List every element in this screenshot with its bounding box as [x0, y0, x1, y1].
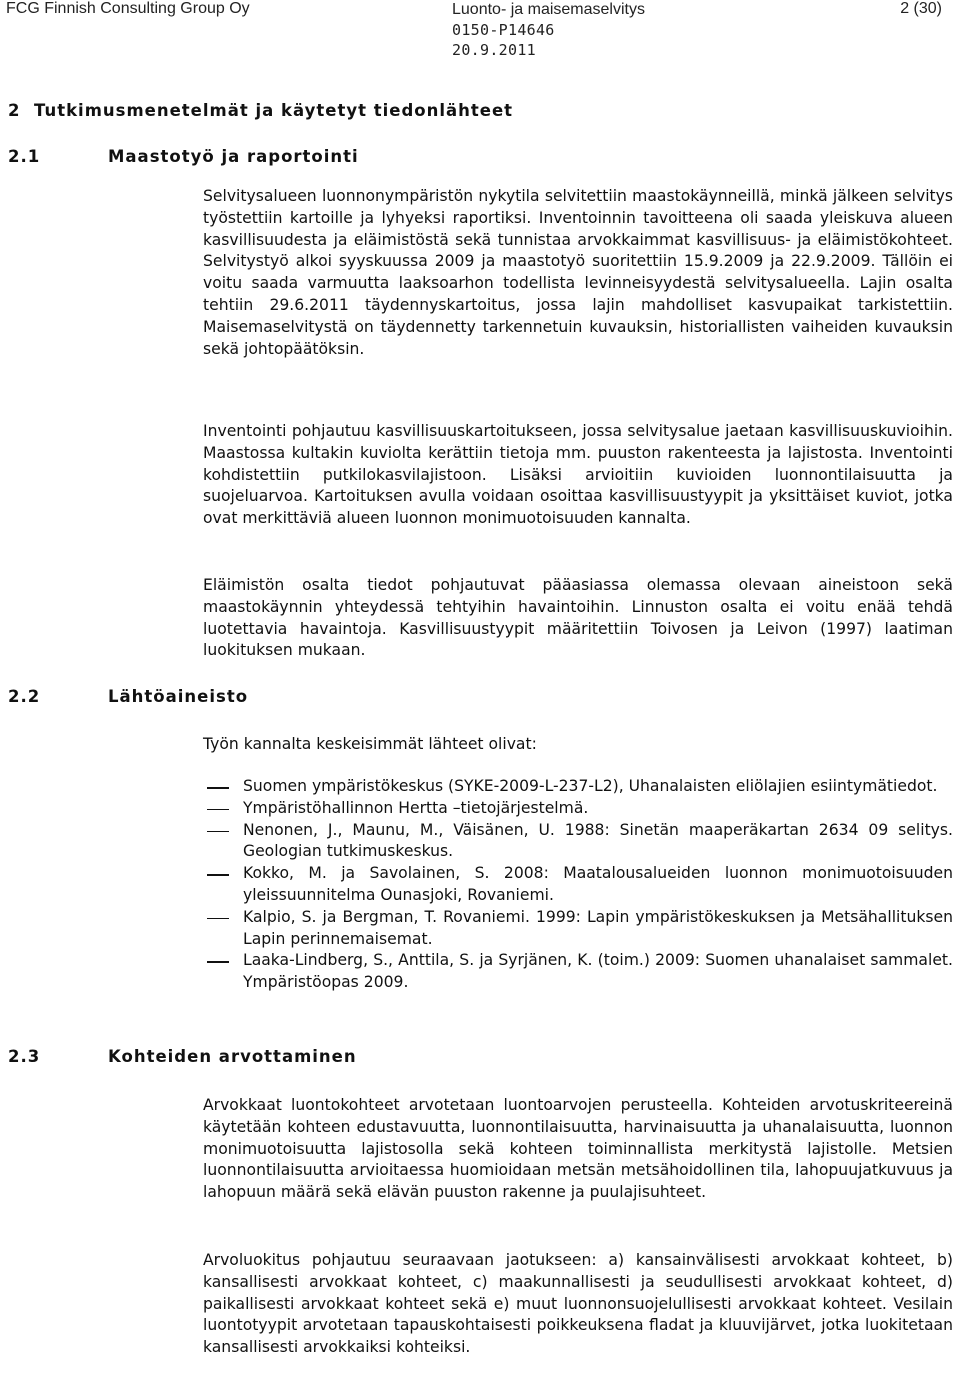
paragraph-text: Inventointi pohjautuu kasvillisuuskartoitukseen, jossa selvitysalue jaetaan kasvillisuuskuvioihin. Maastossa kultakin kuviolta kerättiin tietoja mm. puuston rakenteesta ja lajistosta. Inventointi kohdistettiin putkilokasvilajistoon. Lisäksi arvioitiin kuvioiden luonnontilaisuutta ja suojeluarvoa. Kartoituksen avulla voidaan osoittaa kasvillisuustyypit ja yksittäiset kuviot, jotka ovat merkittäviä alueen luonnon monimuotoisuuden kannalta. — [203, 422, 953, 528]
section-heading-2-2 — [8, 687, 248, 706]
reference-text: Kokko, M. ja Savolainen, S. 2008: Maatalousalueiden luonnon monimuotoisuuden yleissuunnitelma Ounasjoki, Rovaniemi. — [243, 864, 953, 904]
paragraph-text: Työn kannalta keskeisimmät lähteet olivat: — [203, 735, 537, 753]
reference-text: Ympäristöhallinnon Hertta –tietojärjestelmä. — [243, 798, 589, 817]
reference-list — [203, 776, 953, 994]
list-item — [203, 863, 953, 907]
section-title: Lähtöaineisto — [108, 687, 249, 706]
paragraph-text: Arvoluokitus pohjautuu seuraavaan jaotukseen: a) kansainvälisesti arvokkaat kohteet, b) kansallisesti arvokkaat kohteet, c) maakunnallisesti ja seudullisesti arvokkaat kohteet, d) paikallisesti arvokkaat kohteet sekä e) muut luonnonsuojelullisesti arvokkaat kohteet. Vesilain luontotyypit arvotetaan tapauskohtaisesti poikkeuksena fladat ja kluuvijärvet, jotka luokitetaan kansallisesti arvokkaiksi kohteiksi. — [203, 1251, 953, 1357]
paragraph-fieldwork — [203, 186, 953, 360]
page-number: 2 (30) — [900, 0, 942, 17]
list-item — [203, 776, 953, 798]
report-date: 20.9.2011 — [452, 41, 536, 59]
section-number: 2.2 — [8, 687, 41, 706]
list-item — [203, 798, 953, 820]
paragraph-sources-intro — [203, 734, 953, 756]
section-title: Tutkimusmenetelmät ja käytetyt tiedonlähteet — [34, 101, 514, 120]
section-title: Kohteiden arvottaminen — [108, 1047, 357, 1066]
page-header — [0, 0, 960, 60]
section-heading-2-1 — [8, 147, 359, 166]
report-title: Luonto- ja maisemaselvitys — [452, 1, 645, 18]
list-item — [203, 950, 953, 994]
reference-text: Kalpio, S. ja Bergman, T. Rovaniemi. 1999: Lapin ympäristökeskuksen ja Metsähallituksen Lapin perinnemaisemat. — [243, 907, 953, 948]
paragraph-fauna — [203, 575, 953, 662]
reference-text: Suomen ympäristökeskus (SYKE-2009-L-237-L2), Uhanalaisten eliölajien esiintymätiedot. — [243, 777, 938, 795]
section-title: Maastotyö ja raportointi — [108, 147, 359, 166]
section-number: 2 — [8, 101, 21, 120]
paragraph-classification — [203, 1250, 953, 1359]
section-heading-2-3 — [8, 1047, 357, 1066]
project-code: 0150-P14646 — [452, 21, 555, 39]
section-number: 2.3 — [8, 1047, 41, 1066]
paragraph-valuation — [203, 1095, 953, 1204]
reference-text: Laaka-Lindberg, S., Anttila, S. ja Syrjänen, K. (toim.) 2009: Suomen uhanalaiset sammalet. Ympäristöopas 2009. — [243, 951, 953, 992]
list-item — [203, 820, 953, 864]
paragraph-text: Arvokkaat luontokohteet arvotetaan luontoarvojen perusteella. Kohteiden arvotuskriteereinä käytetään kohteen edustavuutta, luonnontilaisuutta, harvinaisuutta ja uhanalaisuutta, luonnon monimuotoisuutta lajistosolla sekä kohteen toiminnallista merkitystä lajistolle. Metsien luonnontilaisuutta arvioitaessa huomioidaan metsän metsähoidollinen tila, lahopuujatkuvuus ja lahopuun määrä sekä elävän puuston rakenne ja puulajisuhteet. — [203, 1096, 953, 1202]
header-meta — [452, 0, 645, 60]
reference-text: Nenonen, J., Maunu, M., Väisänen, U. 1988: Sinetän maaperäkartan 2634 09 selitys. Geologian tutkimuskeskus. — [243, 820, 953, 861]
paragraph-text: Eläimistön osalta tiedot pohjautuvat pääasiassa olemassa olevaan aineistoon sekä maastokäynnin yhteydessä tehtyihin havaintoihin. Linnuston osalta ei voitu enää tehdä luotettavia havaintoja. Kasvillisuustyypit määritettiin Toivosen ja Leivon (1997) laatiman luokituksen mukaan. — [203, 576, 953, 660]
paragraph-inventory — [203, 421, 953, 530]
section-number: 2.1 — [8, 147, 41, 166]
company-name: FCG Finnish Consulting Group Oy — [6, 0, 250, 17]
section-heading-2 — [8, 101, 513, 120]
paragraph-text: Selvitysalueen luonnonympäristön nykytila selvitettiin maastokäynneillä, minkä jälkeen selvitys työstettiin kartoille ja lyhyeksi raportiksi. Inventoinnin tavoitteena oli saada yleiskuva alueen kasvillisuudesta ja eläimistöstä sekä tunnistaa arvokkaimmat kasvillisuus- ja eläimistökohteet. Selvitystyö alkoi syyskuussa 2009 ja maastotyö suoritettiin 15.9.2009 ja 22.9.2009. Tällöin ei voitu saada varmuutta laaksoarhon todellista levinneisyydestä selvitysalueella. Lajin osalta tehtiin 29.6.2011 täydennyskartoitus, jossa lajin mahdolliset kasvupaikat tarkistettiin. Maisemaselvitystä on täydennetty tarkennetuin kuvauksin, historiallisten vaiheiden kuvauksin sekä johtopäätöksin. — [203, 187, 953, 358]
list-item — [203, 907, 953, 951]
